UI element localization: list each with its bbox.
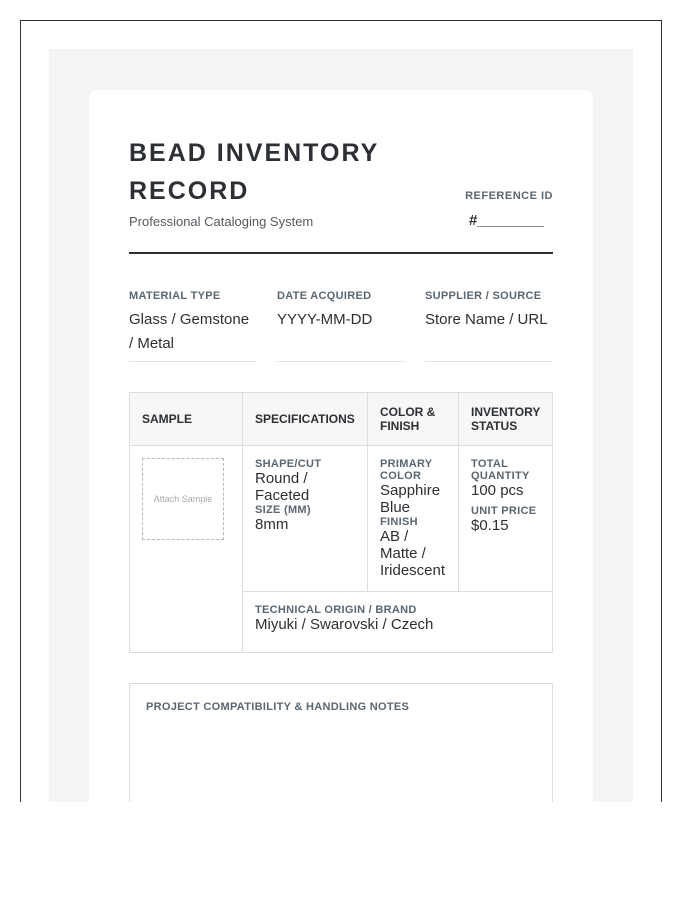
unit-price-label: UNIT PRICE — [471, 505, 537, 517]
finish-value: AB / Matte / Iridescent — [380, 528, 446, 579]
page-subtitle: Professional Cataloging System — [129, 214, 314, 229]
handling-notes-label: PROJECT COMPATIBILITY & HANDLING NOTES — [146, 701, 410, 713]
inventory-status-cell — [459, 446, 552, 546]
shape-cut-value: Round / Faceted — [255, 470, 310, 504]
inventory-table — [129, 392, 553, 653]
reference-id-block — [433, 190, 553, 230]
sample-cell — [130, 446, 242, 652]
record-header — [129, 134, 553, 254]
header-color-finish: COLOR & FINISH — [368, 393, 459, 446]
unit-price-value: $0.15 — [471, 517, 509, 534]
material-type-label: MATERIAL TYPE — [129, 290, 221, 302]
record-card — [89, 90, 593, 802]
size-label: SIZE (MM) — [255, 504, 311, 516]
date-acquired-field[interactable] — [277, 290, 405, 362]
handling-notes-box[interactable] — [129, 683, 553, 802]
primary-color-label: PRIMARY COLOR — [380, 458, 433, 482]
header-specifications: SPECIFICATIONS — [243, 393, 368, 446]
date-acquired-label: DATE ACQUIRED — [277, 290, 372, 302]
date-acquired-value: YYYY-MM-DD — [277, 311, 373, 328]
total-quantity-label: TOTAL QUANTITY — [471, 458, 530, 482]
shape-cut-label: SHAPE/CUT — [255, 458, 322, 470]
supplier-source-label: SUPPLIER / SOURCE — [425, 290, 542, 302]
total-quantity-value: 100 pcs — [471, 482, 524, 499]
finish-label: FINISH — [380, 516, 418, 528]
material-type-field[interactable] — [129, 290, 257, 362]
reference-id-field[interactable]: #________ — [469, 212, 545, 229]
technical-origin-value: Miyuki / Swarovski / Czech — [255, 616, 434, 633]
size-value: 8mm — [255, 516, 289, 533]
specifications-cell — [243, 446, 367, 545]
technical-origin-cell — [243, 592, 552, 645]
reference-id-label: REFERENCE ID — [465, 190, 553, 202]
technical-origin-label: TECHNICAL ORIGIN / BRAND — [255, 604, 417, 616]
primary-color-value: Sapphire Blue — [380, 482, 441, 516]
page-background — [49, 49, 633, 802]
meta-fields-row — [129, 290, 553, 362]
color-finish-cell — [368, 446, 458, 591]
header-inventory-status: INVENTORY STATUS — [459, 393, 552, 446]
supplier-source-field[interactable] — [425, 290, 553, 362]
sample-attachment-slot[interactable]: Attach Sample — [142, 458, 224, 540]
page-title: BEAD INVENTORY RECORD — [129, 139, 379, 205]
supplier-source-value: Store Name / URL — [425, 311, 548, 328]
page-frame — [20, 20, 662, 802]
header-sample: SAMPLE — [130, 393, 243, 446]
material-type-value: Glass / Gemstone / Metal — [129, 311, 250, 352]
